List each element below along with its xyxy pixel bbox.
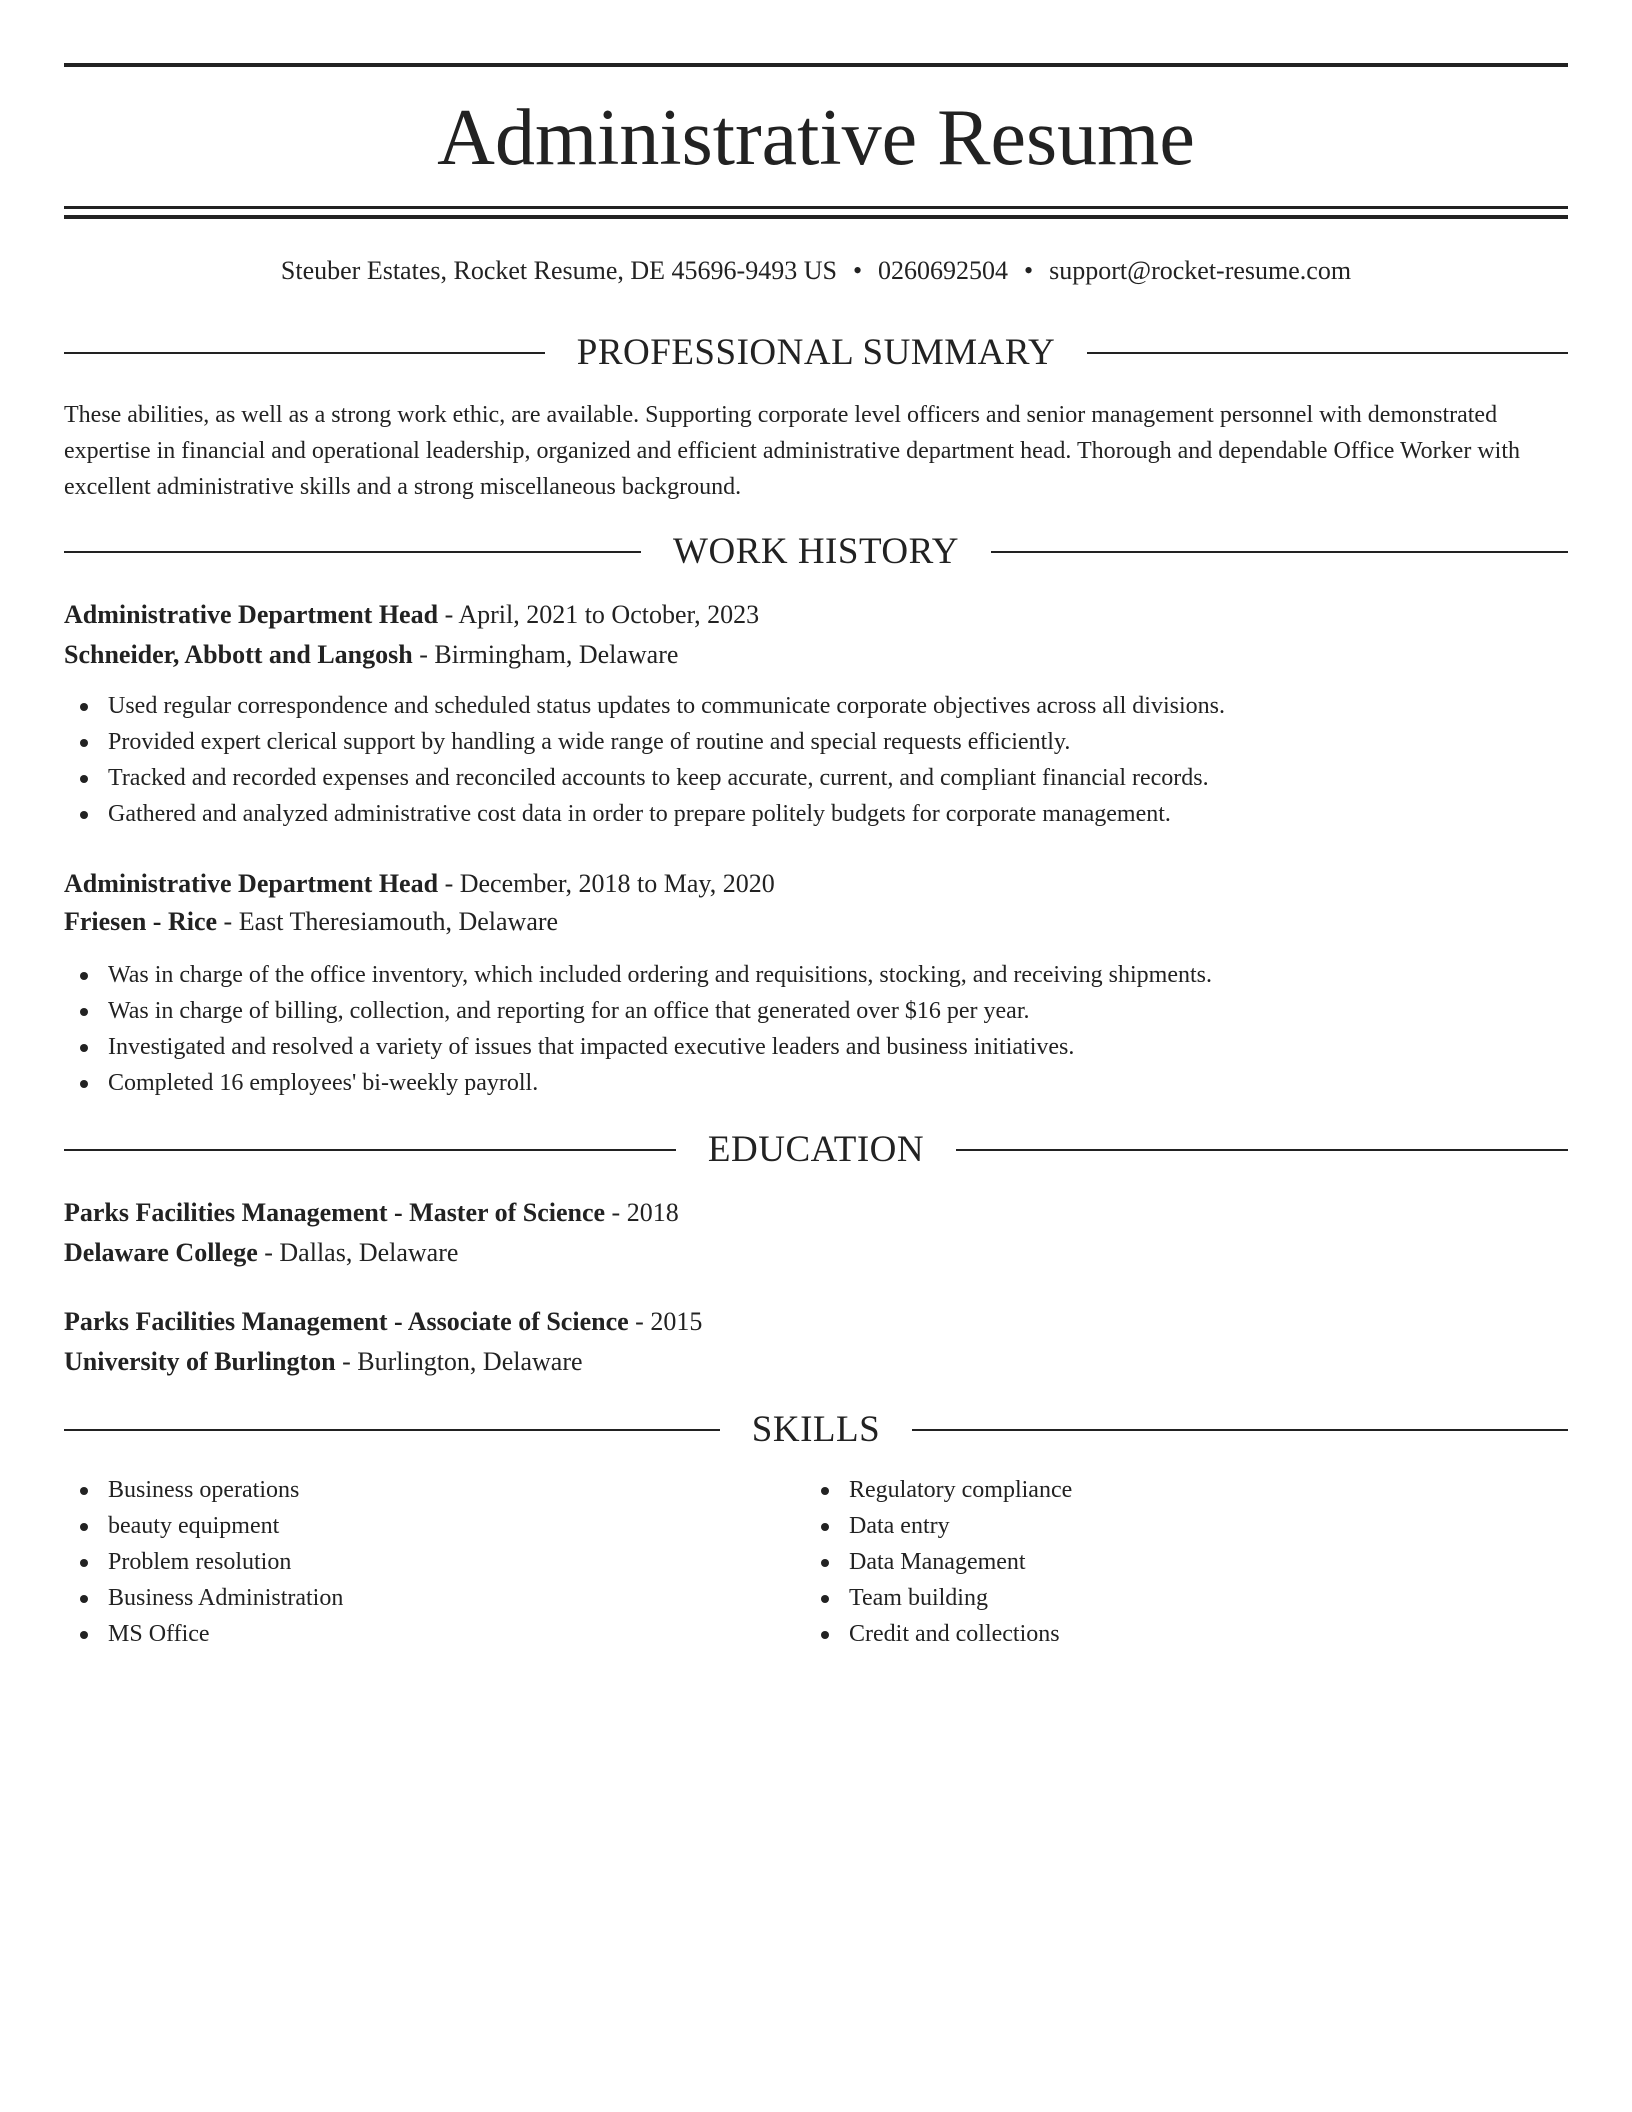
contact-separator: • (1024, 256, 1034, 285)
skill-item: Team building (805, 1580, 1072, 1616)
skill-item: Data entry (805, 1508, 1072, 1544)
job-company: Friesen - Rice (64, 907, 218, 936)
contact-separator: • (852, 256, 863, 285)
contact-line (64, 254, 1568, 288)
education-school: University of Burlington (64, 1347, 336, 1376)
job-dates: December, 2018 to May, 2020 (459, 869, 775, 898)
top-rule (64, 63, 1568, 67)
education-location: Dallas, Delaware (279, 1238, 459, 1267)
education-degree: Parks Facilities Management - Master of Science (64, 1198, 606, 1227)
job-title-line (64, 866, 1568, 902)
title-double-rule (64, 206, 1568, 219)
dash: - (444, 600, 454, 629)
dash: - (444, 869, 454, 898)
section-heading-education (64, 1127, 1568, 1173)
job-employer-line (64, 904, 1568, 940)
heading-rule (956, 1149, 1568, 1151)
job-title: Administrative Department Head (64, 869, 439, 898)
skills-list-left (64, 1472, 343, 1652)
list-item: Was in charge of the office inventory, which included ordering and requisitions, stocking, and receiving shipments. (64, 957, 1568, 993)
heading-rule (912, 1429, 1568, 1431)
heading-rule (64, 1149, 676, 1151)
section-title: SKILLS (751, 1409, 881, 1450)
list-item: Completed 16 employees' bi-weekly payroll. (64, 1065, 1568, 1101)
skill-item: Business Administration (64, 1580, 343, 1616)
education-year: 2018 (626, 1198, 679, 1227)
education-degree-line (64, 1304, 1568, 1340)
education-year: 2015 (650, 1307, 703, 1336)
job-bullets (64, 688, 1568, 832)
skill-item: Data Management (805, 1544, 1072, 1580)
education-school: Delaware College (64, 1238, 258, 1267)
heading-rule (64, 352, 545, 354)
job-location: Birmingham, Delaware (434, 640, 679, 669)
dash: - (611, 1198, 621, 1227)
section-title: WORK HISTORY (673, 531, 959, 572)
heading-rule (991, 551, 1568, 553)
heading-rule (64, 551, 641, 553)
resume-title: Administrative Resume (437, 94, 1195, 182)
education-degree-line (64, 1195, 1568, 1231)
summary-text: These abilities, as well as a strong work ethic, are available. Supporting corporate level officers and senior management personnel with demonstrated expertise in financial and operational leadership, organized and efficient administrative department head. Thorough and dependable Office Worker with excellent administrative skills and a strong miscellaneous background. (64, 402, 1520, 500)
dash: - (223, 907, 233, 936)
job-employer-line (64, 637, 1568, 673)
list-item: Used regular correspondence and scheduled status updates to communicate corporate objectives across all divisions. (64, 688, 1568, 724)
list-item: Investigated and resolved a variety of issues that impacted executive leaders and business initiatives. (64, 1029, 1568, 1065)
list-item: Was in charge of billing, collection, and reporting for an office that generated over $16 per year. (64, 993, 1568, 1029)
job-dates: April, 2021 to October, 2023 (458, 600, 760, 629)
skill-item: Problem resolution (64, 1544, 343, 1580)
dash: - (635, 1307, 644, 1336)
section-heading-summary (64, 330, 1568, 376)
heading-rule (64, 1429, 720, 1431)
contact-phone: 0260692504 (878, 256, 1009, 285)
dash: - (264, 1238, 273, 1267)
education-school-line (64, 1235, 1568, 1271)
job-title-line (64, 597, 1568, 633)
skill-item: Credit and collections (805, 1616, 1072, 1652)
skill-item: Business operations (64, 1472, 343, 1508)
job-bullets (64, 957, 1568, 1101)
job-company: Schneider, Abbott and Langosh (64, 640, 413, 669)
skill-item: MS Office (64, 1616, 343, 1652)
education-degree: Parks Facilities Management - Associate of Science (64, 1307, 629, 1336)
heading-rule (1087, 352, 1568, 354)
contact-address: Steuber Estates, Rocket Resume, DE 45696-9493 US (280, 256, 837, 285)
section-title: PROFESSIONAL SUMMARY (576, 332, 1056, 373)
list-item: Tracked and recorded expenses and reconciled accounts to keep accurate, current, and compliant financial records. (64, 760, 1568, 796)
section-title: EDUCATION (707, 1129, 925, 1170)
job-location: East Theresiamouth, Delaware (238, 907, 559, 936)
section-heading-work-history (64, 529, 1568, 575)
education-school-line (64, 1344, 1568, 1380)
list-item: Provided expert clerical support by handling a wide range of routine and special requests efficiently. (64, 724, 1568, 760)
dash: - (342, 1347, 351, 1376)
skills-list-right (805, 1472, 1072, 1652)
section-heading-skills (64, 1407, 1568, 1453)
skill-item: beauty equipment (64, 1508, 343, 1544)
job-title: Administrative Department Head (64, 600, 439, 629)
skill-item: Regulatory compliance (805, 1472, 1072, 1508)
list-item: Gathered and analyzed administrative cost data in order to prepare politely budgets for corporate management. (64, 796, 1568, 832)
dash: - (419, 640, 428, 669)
education-location: Burlington, Delaware (357, 1347, 583, 1376)
contact-email: support@rocket-resume.com (1049, 256, 1352, 285)
